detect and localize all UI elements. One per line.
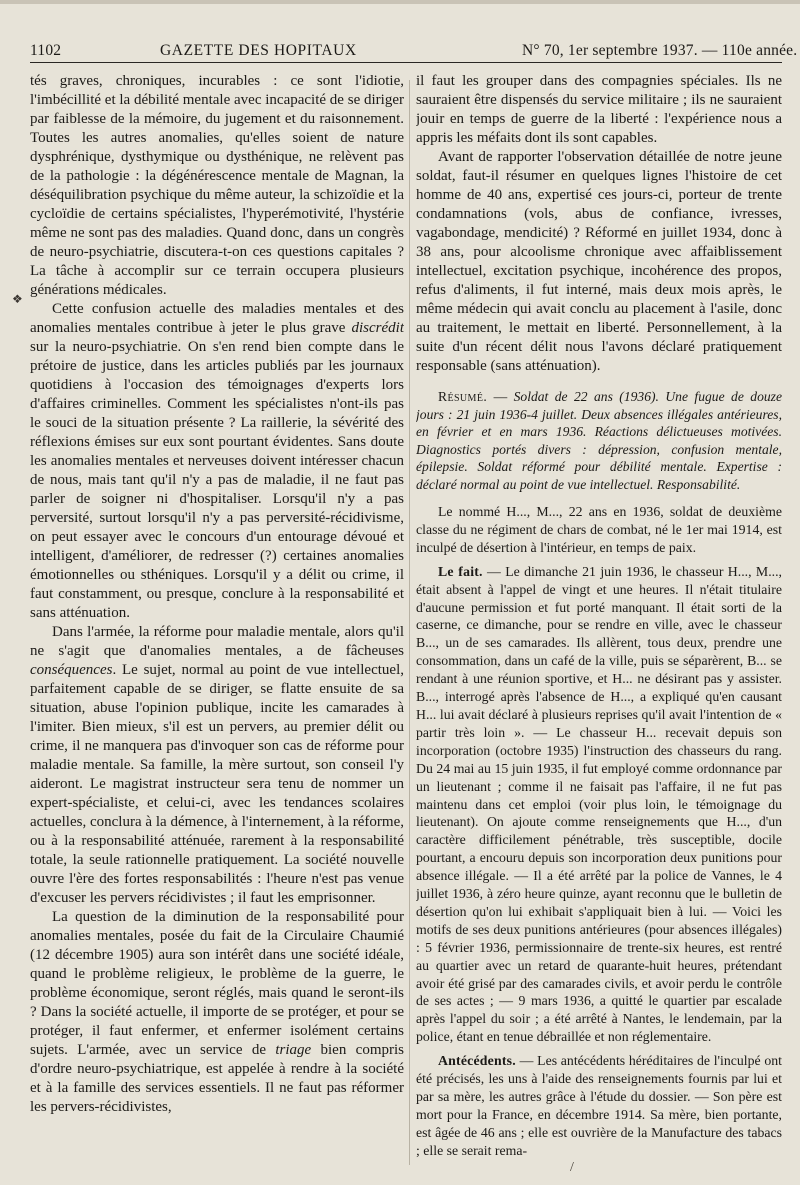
page-number: 1102 [30,42,62,59]
paragraph: Dans l'armée, la réforme pour maladie mentale, alors qu'il ne s'agit que d'anomalies mentales, a de fâcheuses conséquences. Le sujet, normal au point de vue intellectuel, parfaitement capable de se diriger, se flatte ensuite de sa situation, abuse l'opinion publique, incite les camarades à l'imiter. Bien mieux, s'il est un pervers, au premier délit ou crime, il ne manquera pas d'invoquer son cas de réforme pour maladie mentale. Sa famille, la mère surtout, son conseil l'y aideront. Le magistrat instructeur sera tenu de nommer un expert-spécialiste, et celui-ci, avec les tendances scolaires actuelles, conclura à la démence, à l'internement, à la réforme, ou à la responsabilité atténuée, rarement à la responsabilité totale, la seule rationnelle pratiquement. La société nouvelle ouvre l'ère des fortes responsabilités : l'heure n'est pas venue d'excuser les pervers récidivistes ; il faut les emprisonner. [30,624,404,906]
section-antecedents: Antécédents. — Les antécédents héréditaires de l'inculpé ont été précisés, les uns à l'aide des renseignements fournis par lui et par sa mère, les autres grâce à l'étude du dossier. — Son père est mort pour la France, en décembre 1914. Sa mère, bien portante, est âgée de 46 ans ; elle est ouvrière de la Manufacture des tabacs ; elle se serait rema- [416,1053,782,1158]
margin-mark-icon: ❖ [12,292,23,306]
header-rule [30,62,782,63]
column-divider [409,80,410,1165]
page-top-edge [0,0,800,4]
paragraph: Cette confusion actuelle des maladies mentales et des anomalies mentales contribue à jeter le plus grave discrédit sur la neuro-psychiatrie. On s'en rend bien compte dans le prétoire de justice, dans les articles publiés par les journaux quotidiens à l'occasion des témoignages d'experts lors d'affaires criminelles. Comment les spécialistes n'ont-ils pas le souci de la situation présente ? La raillerie, la sévérité des réflexions émises sur eux sont pourtant évidentes. Sans doute les anomalies mentales et nerveuses doivent intéresser chacun de nous, mais tant qu'il n'y a pas de maladie, il ne faut pas parler de soigner ni d'hospitaliser. Lorsqu'il n'y a pas perversité, surtout lorsqu'il n'y a pas perversité-récidivisme, on peut essayer avec le concours d'un entourage dévoué et intelligent, d'améliorer, de redresser (?) certaines anomalies émotionnelles ou sthéniques. Lorsqu'il y a délit ou crime, il faut constamment, ou presque, conclure à la responsabilité et sans atténuation. [30,301,404,621]
paragraph: Le nommé H..., M..., 22 ans en 1936, soldat de deuxième classe du ne régiment de chars de combat, né le 1er mai 1914, est inculpé de désertion à l'intérieur, en temps de paix. [416,504,782,555]
issue-line: N° 70, 1er septembre 1937. — 110e année. [522,42,798,59]
right-column [416,72,782,1172]
pencil-mark-icon: / [570,1160,574,1175]
section-label: Antécédents. [438,1053,516,1069]
journal-title: GAZETTE DES HOPITAUX [160,42,357,59]
running-header [30,38,798,62]
paragraph: il faut les grouper dans des compagnies spéciales. Ils ne sauraient être dispensés du service militaire ; ils ne sauraient jouir en temps de guerre de la liberté : l'expérience nous a appris les méfaits dont ils sont capables. [416,73,782,146]
left-column [30,72,404,1172]
paragraph: La question de la diminution de la responsabilité pour anomalies mentales, posée du fait de la Circulaire Chaumié (12 décembre 1905) aura son intérêt dans une société idéale, quand le problème religieux, le problème de la guerre, le problème économique, seront réglés, mais quand le seront-ils ? Dans la société actuelle, il importe de se protéger, et pour se protéger, il faut enfermer, et enfermer isolément certains sujets. L'armée, avec un service de triage bien compris d'ordre neuro-psychiatrique, est appelée à rendre à la société et à la famille des services essentiels. Il ne faut pas réformer les pervers-récidivistes, [30,909,404,1115]
section-label: Le fait. [438,563,483,579]
summary-text: Soldat de 22 ans (1936). Une fugue de douze jours : 21 juin 1936-4 juillet. Deux absences illégales antérieures, en février et en mars 1936. Réactions délictueuses motivées. Diagnostics portés divers : dépression, confusion mentale, épilepsie. Soldat réformé pour débilité mentale. Expertise : déclaré normal au point de vue intellectuel. Responsabilité. [416,389,782,492]
summary-label: Résumé. [438,389,488,404]
paragraph: Avant de rapporter l'observation détaillée de notre jeune soldat, faut-il résumer en quelques lignes l'histoire de cet homme de 40 ans, expertisé ces jours-ci, porteur de trente condamnations (vols, abus de confiance, ivresses, vagabondage, mendicité) ? Réformé en juillet 1934, donc à 38 ans, pour alcoolisme chronique avec affaiblissement intellectuel, excitation psychique, incohérence des propos, refus d'aliments, il fut interné, mais deux mois après, le même médecin qui avait conclu au placement à l'asile, donc au traitement, le mettait en liberté. Personnellement, à la suite d'un récent délit nous l'avons déclaré pratiquement responsable (sans atténuation). [416,149,782,374]
case-summary: Résumé. — Soldat de 22 ans (1936). Une fugue de douze jours : 21 juin 1936-4 juillet. Deux absences illégales antérieures, en février et en mars 1936. Réactions délictueuses motivées. Diagnostics portés divers : dépression, confusion mentale, épilepsie. Soldat réformé pour débilité mentale. Expertise : déclaré normal au point de vue intellectuel. Responsabilité. [416,389,782,492]
paragraph: tés graves, chroniques, incurables : ce sont l'idiotie, l'imbécillité et la débilité mentale avec incapacité de se diriger par faiblesse de la mémoire, du jugement et du raisonnement. Toutes les autres anomalies, qu'elles soient de nature dysphrénique, dysthymique ou dysthénique, ne relèvent pas de la pathologie : la dégénérescence mentale de Magnan, la déséquilibration psychique du même auteur, la schizoïdie et la cycloïdie de certains spécialistes, l'hyperémotivité, l'hystérie même ne sont pas des maladies. Quand donc, dans un congrès de neuro-psychiatrie, discutera-t-on ces questions capitales ? La tâche à accomplir sur ce terrain occupera plusieurs générations médicales. [30,73,404,298]
section-fact: Le fait. — Le dimanche 21 juin 1936, le chasseur H..., M..., était absent à l'appel de vingt et une heures. Il n'était titulaire d'aucune permission et fut porté manquant. Il était sorti de la caserne, ce dimanche, pour se rendre en ville, avec le chasseur B..., un de ses camarades. Ils allèrent, tous deux, prendre une consommation, dans un café de la ville, puis se séparèrent, B... se rendant à une réunion sportive, et H... ne désirant pas y assister. B..., interrogé après l'absence de H..., a expliqué qu'en causant H... lui avait déclaré à plusieurs reprises qu'il avait l'intention de « partir très loin ». — Le chasseur H... recevait depuis son incorporation (octobre 1935) l'instruction des chasseurs du rang. Du 24 mai au 15 juin 1935, il fut employé comme ordonnance par un lieutenant ; comme il ne faisait pas l'affaire, il ne fut pas maintenu dans cet emploi (voir plus loin, le témoignage du lieutenant). On ajoute comme renseignements que H..., d'un caractère difficilement pénétrable, très susceptible, docile pourtant, a encouru depuis son incorporation deux punitions pour absence illégale. — Il a été arrêté par la police de Vannes, le 4 juillet 1936, à zéro heure quinze, ayant reconnu que le bulletin de désertion qu'on lui exhibait s'appliquait bien à lui. — Voici les motifs de ses deux punitions antérieures (pour absences illégales) : 5 février 1936, permissionnaire de trente-six heures, est rentré au quartier avec un retard de quarante-huit heures, prétendant avoir été grisé par des camarades civils, et avoir perdu le contrôle de ses actes ; — 9 mars 1936, a quitté le quartier par escalade après l'appel du soir ; a été arrêté à Nantes, le lendemain, par la police, étant en tenue débraillée et non réglementaire. [416,563,782,1045]
